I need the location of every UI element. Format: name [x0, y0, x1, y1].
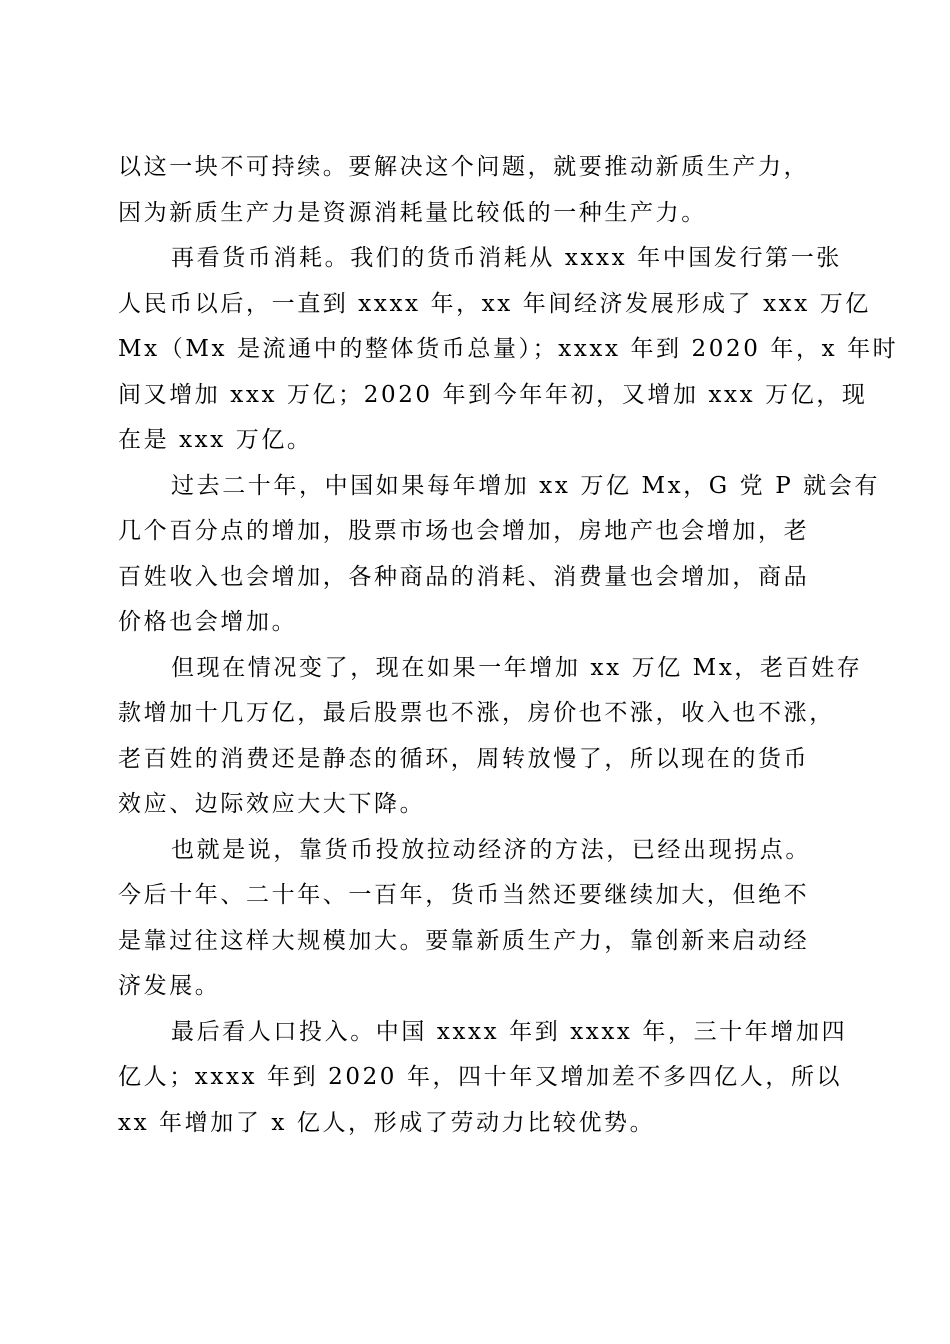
text-line: 亿人；xxxx 年到 2020 年，四十年又增加差不多四亿人，所以 [118, 1064, 843, 1090]
text-line: 间又增加 xxx 万亿；2020 年到今年年初，又增加 xxx 万亿，现 [118, 381, 868, 408]
text-line: Mx（Mx 是流通中的整体货币总量）；xxxx 年到 2020 年，x 年时 [118, 336, 899, 362]
text-line: 济发展。 [118, 973, 221, 999]
text-line: 百姓收入也会增加，各种商品的消耗、消费量也会增加，商品 [118, 563, 810, 590]
text-line: xx 年增加了 x 亿人，形成了劳动力比较优势。 [118, 1109, 656, 1136]
text-line: 人民币以后，一直到 xxxx 年，xx 年间经济发展形成了 xxx 万亿 [118, 290, 871, 317]
text-line: 今后十年、二十年、一百年，货币当然还要继续加大，但绝不 [118, 882, 810, 908]
document-body [118, 145, 899, 1146]
text-line: 是靠过往这样大规模加大。要靠新质生产力，靠创新来启动经 [118, 927, 810, 954]
paragraph-start-line: 过去二十年，中国如果每年增加 xx 万亿 Mx，G 党 P 就会有 [171, 472, 880, 499]
text-line: 老百姓的消费还是静态的循环，周转放慢了，所以现在的货币 [118, 745, 810, 772]
text-line: 在是 xxx 万亿。 [118, 427, 313, 453]
text-line: 价格也会增加。 [118, 609, 298, 635]
text-line: 以这一块不可持续。要解决这个问题，就要推动新质生产力， [118, 154, 810, 180]
paragraph-start-line: 再看货币消耗。我们的货币消耗从 xxxx 年中国发行第一张 [171, 245, 842, 271]
paragraph-start-line: 但现在情况变了，现在如果一年增加 xx 万亿 Mx，老百姓存 [171, 654, 863, 681]
paragraph-start-line: 也就是说，靠货币投放拉动经济的方法，已经出现拐点。 [171, 836, 811, 863]
text-line: 效应、边际效应大大下降。 [118, 791, 426, 817]
text-line: 因为新质生产力是资源消耗量比较低的一种生产力。 [118, 199, 707, 226]
text-line: 款增加十几万亿，最后股票也不涨，房价也不涨，收入也不涨， [118, 700, 835, 726]
paragraph-start-line: 最后看人口投入。中国 xxxx 年到 xxxx 年，三十年增加四 [171, 1018, 848, 1045]
text-line: 几个百分点的增加，股票市场也会增加，房地产也会增加，老 [118, 518, 810, 544]
